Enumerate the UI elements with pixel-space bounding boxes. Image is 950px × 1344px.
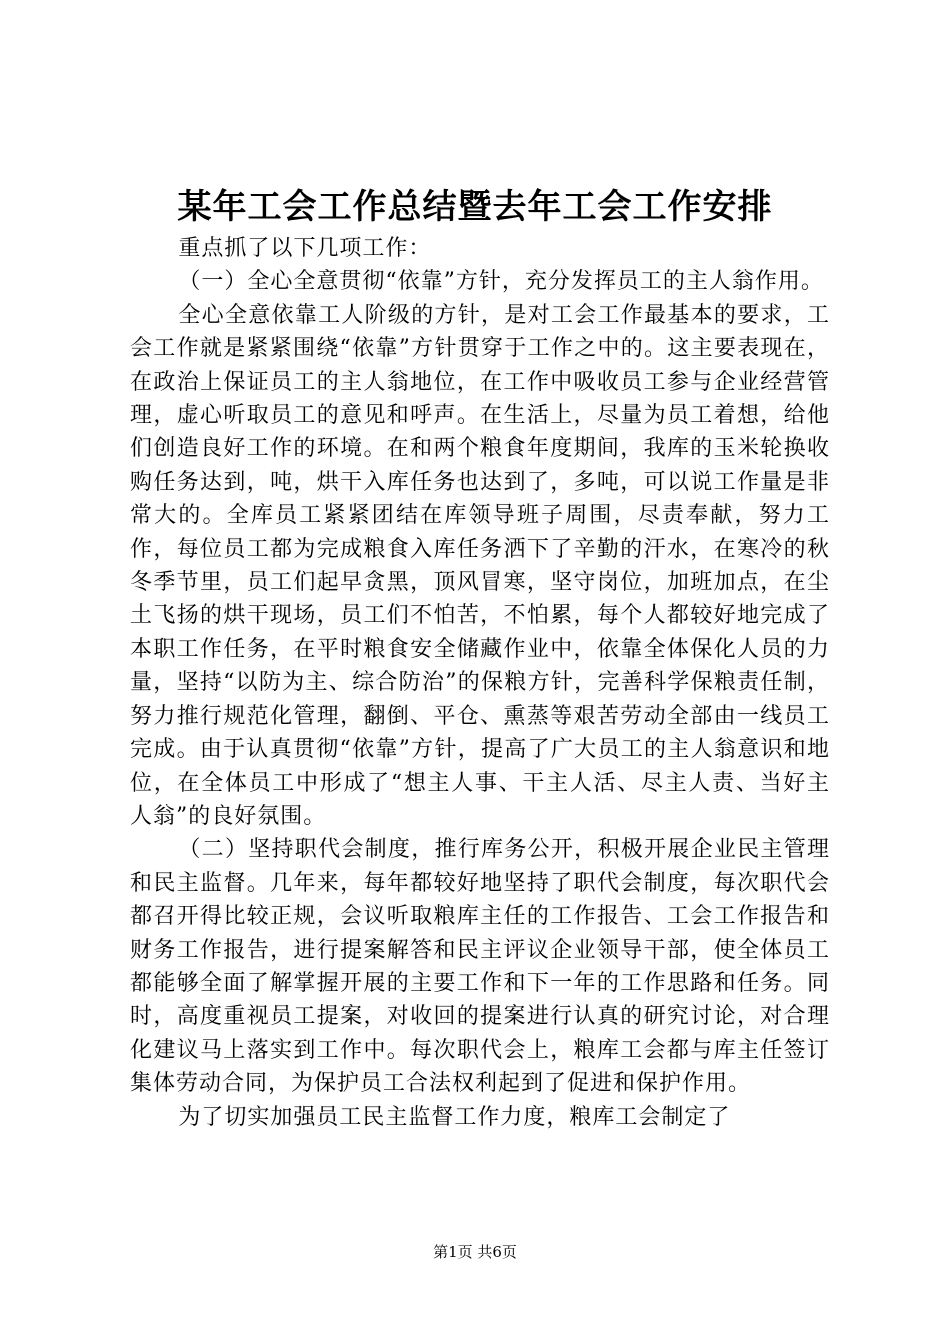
paragraph: 为了切实加强员工民主监督工作力度，粮库工会制定了 bbox=[178, 1104, 731, 1130]
paragraph: 重点抓了以下几项工作： bbox=[178, 236, 432, 261]
paragraph: （一）全心全意贯彻“依靠”方针，充分发挥员工的主人翁作用。 bbox=[178, 269, 824, 295]
document-title: 某年工会工作总结暨去年工会工作安排 bbox=[177, 187, 773, 227]
paragraph: （二）坚持职代会制度，推行库务公开，积极开展企业民主管理和民主监督。几年来，每年都较好地坚持了职代会制度，每次职代会都召开得比较正规，会议听取粮库主任的工作报告、工会工作报告和财务工作报告，进行提案解答和民主评议企业领导干部，使全体员工都能够全面了解掌握开展的主要工作和下一年的工作思路和任务。同时，高度重视员工提案，对收回的提案进行认真的研究讨论，对合理化建议马上落实到工作中。每次职代会上，粮库工会都与库主任签订集体劳动合同，为保护员工合法权利起到了促进和保护作用。 bbox=[130, 837, 830, 1097]
document-body bbox=[130, 232, 830, 1134]
page-number-footer: 第1页 共6页 bbox=[433, 1243, 517, 1261]
paragraph: 全心全意依靠工人阶级的方针，是对工会工作最基本的要求，工会工作就是紧紧围绕“依靠”方针贯穿于工作之中的。这主要表现在，在政治上保证员工的主人翁地位，在工作中吸收员工参与企业经营管理，虚心听取员工的意见和呼声。在生活上，尽量为员工着想，给他们创造良好工作的环境。在和两个粮食年度期间，我库的玉米轮换收购任务达到，吨，烘干入库任务也达到了，多吨，可以说工作量是非常大的。全库员工紧紧团结在库领导班子周围，尽责奉献，努力工作，每位员工都为完成粮食入库任务洒下了辛勤的汗水，在寒冷的秋冬季节里，员工们起早贪黑，顶风冒寒，坚守岗位，加班加点，在尘土飞扬的烘干现场，员工们不怕苦，不怕累，每个人都较好地完成了本职工作任务，在平时粮食安全储藏作业中，依靠全体保化人员的力量，坚持“以防为主、综合防治”的保粮方针，完善科学保粮责任制，努力推行规范化管理，翻倒、平仓、熏蒸等艰苦劳动全部由一线员工完成。由于认真贯彻“依靠”方针，提高了广大员工的主人翁意识和地位，在全体员工中形成了“想主人事、干主人活、尽主人责、当好主人翁”的良好氛围。 bbox=[130, 302, 830, 829]
